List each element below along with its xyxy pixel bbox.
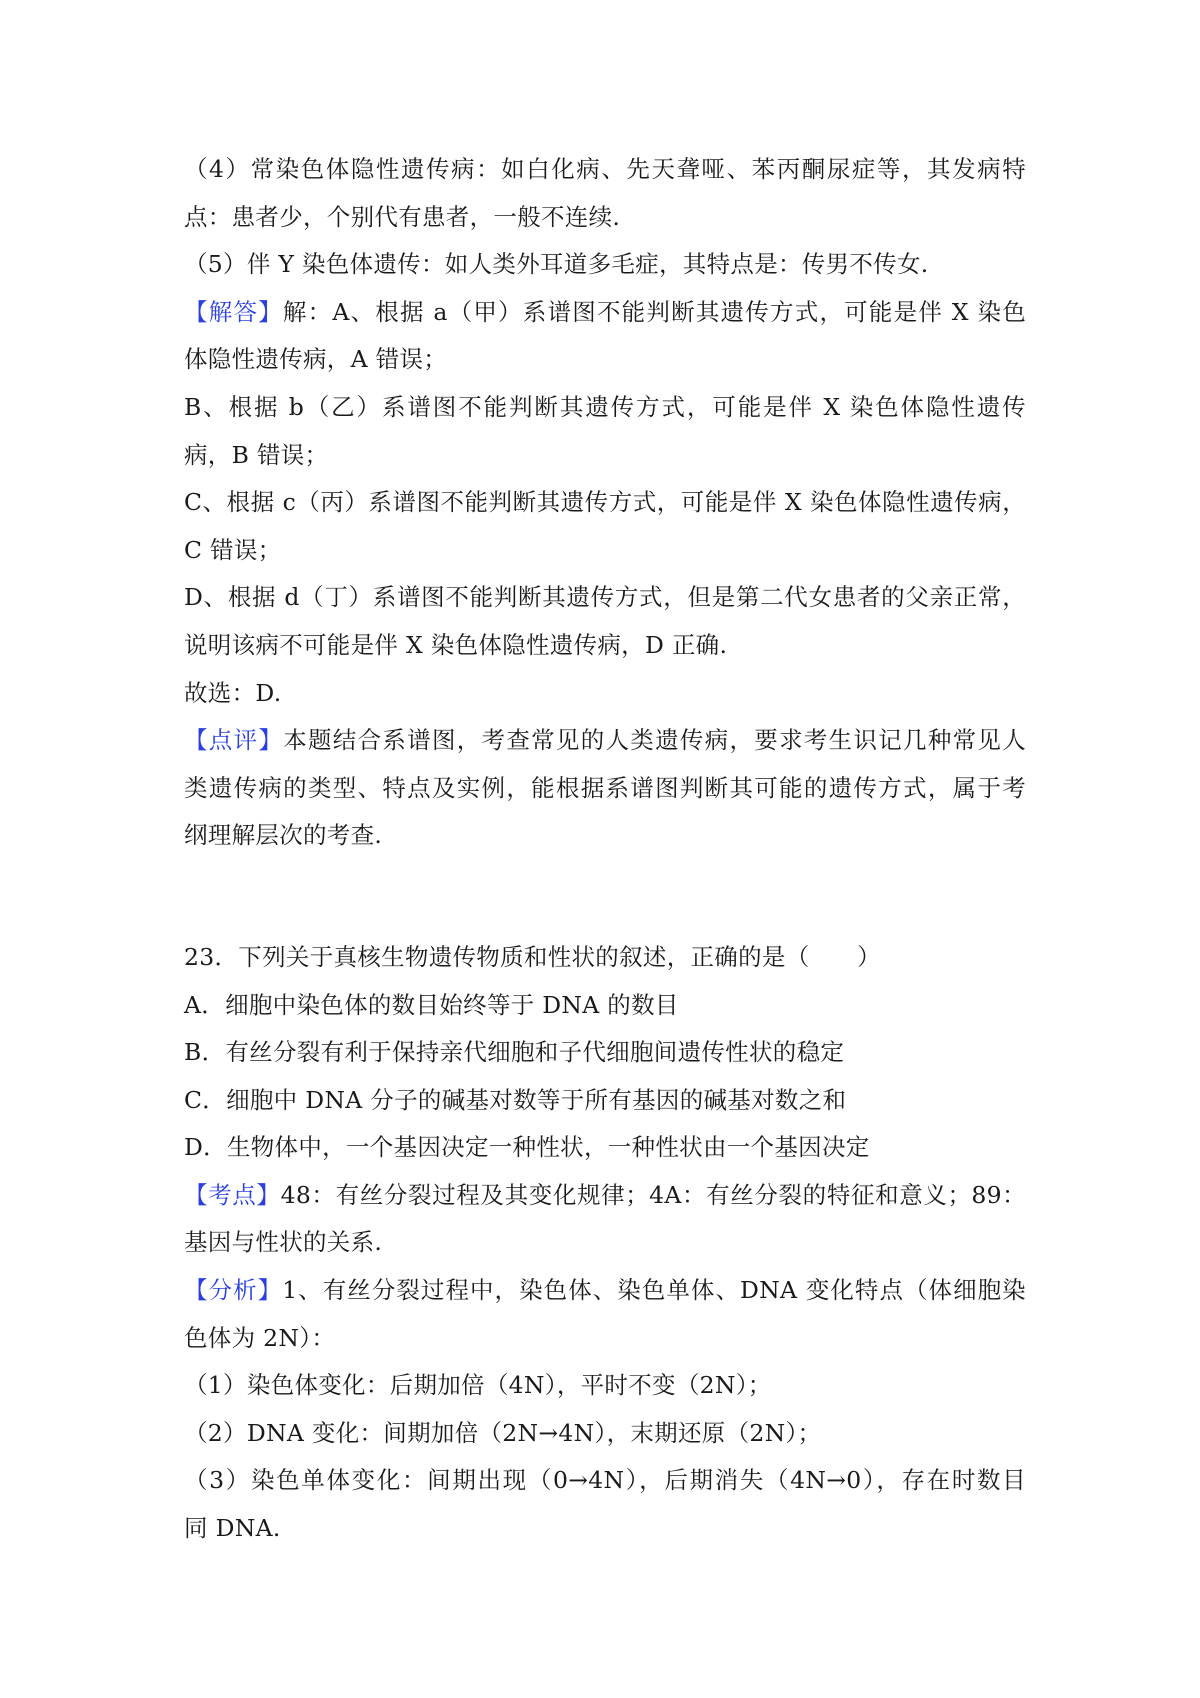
- fenxi-item3-line1: （3）染色单体变化：间期出现（0→4N），后期消失（4N→0），存在时数目: [184, 1466, 1026, 1495]
- comment-line2: 类遗传病的类型、特点及实例，能根据系谱图判断其可能的遗传方式，属于考: [184, 773, 1026, 802]
- comment-line1: [184, 717, 1026, 765]
- answer-c-line2: C 错误；: [184, 535, 282, 564]
- fenxi-item3-line2: 同 DNA.: [184, 1514, 281, 1543]
- fenxi-text-line1: 1、有丝分裂过程中，染色体、染色单体、DNA 变化特点（体细胞染: [282, 1276, 1026, 1305]
- option-c: C．细胞中 DNA 分子的碱基对数等于所有基因的碱基对数之和: [184, 1085, 847, 1114]
- answer-tag: 【解答】: [184, 297, 283, 326]
- kaodian-line2: 基因与性状的关系.: [184, 1228, 383, 1257]
- fenxi-line1: [184, 1267, 1026, 1315]
- fenxi-tag: 【分析】: [184, 1276, 283, 1305]
- comment-text-line1: 本题结合系谱图，考查常见的人类遗传病，要求考生识记几种常见人: [283, 726, 1027, 755]
- p4-line2: 点：患者少，个别代有患者，一般不连续.: [184, 202, 621, 231]
- kaodian-line1: [184, 1172, 1026, 1220]
- question-stem: 23．下列关于真核生物遗传物质和性状的叙述，正确的是（ ）: [184, 942, 881, 971]
- answer-b-line1: B、根据 b（乙）系谱图不能判断其遗传方式，可能是伴 X 染色体隐性遗传: [184, 392, 1026, 421]
- answer-d-line1: D、根据 d（丁）系谱图不能判断其遗传方式，但是第二代女患者的父亲正常，: [184, 583, 1026, 612]
- option-d: D．生物体中，一个基因决定一种性状，一种性状由一个基因决定: [184, 1133, 870, 1162]
- fenxi-line2: 色体为 2N）：: [184, 1323, 336, 1352]
- document-page: [184, 146, 1026, 1553]
- p4-line1: （4）常染色体隐性遗传病：如白化病、先天聋哑、苯丙酮尿症等，其发病特: [184, 155, 1026, 183]
- answer-c-line1: C、根据 c（丙）系谱图不能判断其遗传方式，可能是伴 X 染色体隐性遗传病，: [184, 488, 1026, 517]
- option-a: A．细胞中染色体的数目始终等于 DNA 的数目: [184, 990, 679, 1019]
- kaodian-text-line1: 48：有丝分裂过程及其变化规律；4A：有丝分裂的特征和意义；89：: [280, 1180, 1026, 1209]
- answer-choice: 故选：D.: [184, 678, 282, 707]
- kaodian-tag: 【考点】: [184, 1180, 281, 1209]
- comment-tag: 【点评】: [184, 726, 284, 755]
- option-b: B．有丝分裂有利于保持亲代细胞和子代细胞间遗传性状的稳定: [184, 1038, 845, 1067]
- answer-d-line2: 说明该病不可能是伴 X 染色体隐性遗传病，D 正确.: [184, 630, 728, 659]
- answer-line1: [184, 289, 1026, 337]
- section-gap: [184, 860, 1026, 934]
- fenxi-item2: （2）DNA 变化：间期加倍（2N→4N），末期还原（2N）；: [184, 1418, 822, 1447]
- answer-b-line2: 病，B 错误；: [184, 440, 329, 469]
- fenxi-item1: （1）染色体变化：后期加倍（4N），平时不变（2N）；: [184, 1371, 772, 1400]
- answer-line2: 体隐性遗传病，A 错误；: [184, 345, 448, 374]
- answer-text-line1: 解：A、根据 a（甲）系谱图不能判断其遗传方式，可能是伴 X 染色: [282, 297, 1026, 326]
- comment-line3: 纲理解层次的考查.: [184, 821, 383, 850]
- p5-text: （5）伴 Y 染色体遗传：如人类外耳道多毛症，其特点是：传男不传女.: [184, 250, 929, 279]
